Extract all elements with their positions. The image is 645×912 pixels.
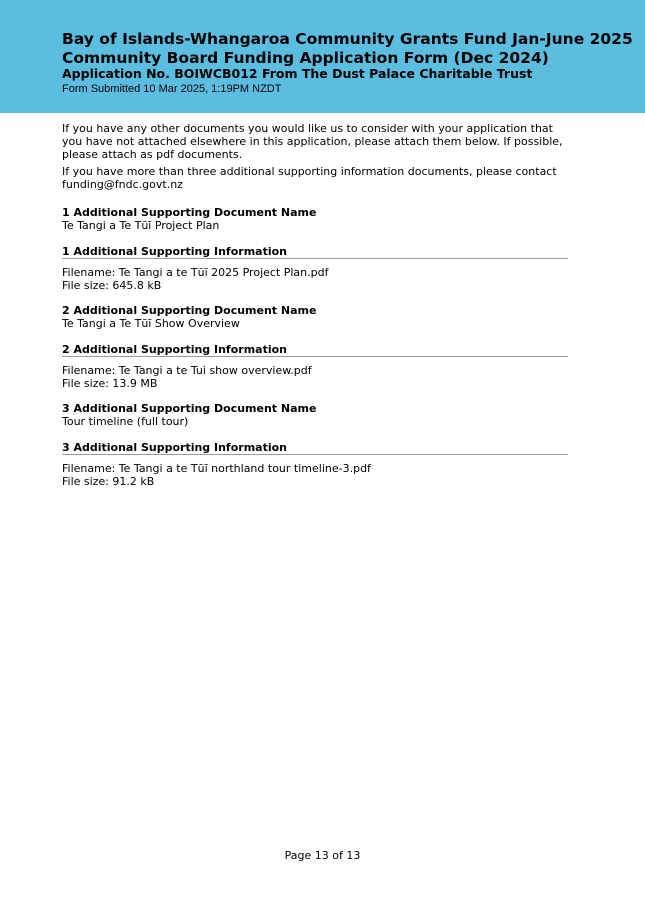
document-name-value: Te Tangi a Te Tūī Project Plan [62, 219, 220, 232]
attachment-filesize: File size: 13.9 MB [62, 377, 158, 390]
document-entry-3 [62, 402, 568, 488]
intro-paragraph: If you have any other documents you would like us to consider with your application that you have not attached elsewhere in this application, please attach them below. If possible, please attach as pdf documents. [62, 122, 563, 161]
document-name-label: 2 Additional Supporting Document Name [62, 304, 317, 317]
supporting-info-label: 1 Additional Supporting Information [62, 245, 568, 259]
document-entry-1 [62, 206, 568, 292]
supporting-info-label: 3 Additional Supporting Information [62, 441, 568, 455]
document-entry-2 [62, 304, 568, 390]
submitted-timestamp: Form Submitted 10 Mar 2025, 1:19PM NZDT [62, 83, 282, 95]
document-name-value: Te Tangi a Te Tūī Show Overview [62, 317, 240, 330]
supporting-info-label: 2 Additional Supporting Information [62, 343, 568, 357]
attachment-filename[interactable]: Filename: Te Tangi a te Tui show overview.pdf [62, 364, 312, 377]
document-name-value: Tour timeline (full tour) [62, 415, 189, 428]
page-number: Page 13 of 13 [284, 849, 361, 862]
attachment-filesize: File size: 91.2 kB [62, 475, 155, 488]
document-name-label: 3 Additional Supporting Document Name [62, 402, 317, 415]
form-content [62, 122, 568, 488]
attachment-filesize: File size: 645.8 kB [62, 279, 162, 292]
attachment-filename[interactable]: Filename: Te Tangi a te Tūī northland tour timeline-3.pdf [62, 462, 371, 475]
document-name-label: 1 Additional Supporting Document Name [62, 206, 317, 219]
application-number: Application No. BOIWCB012 From The Dust Palace Charitable Trust [62, 66, 533, 81]
attachment-filename[interactable]: Filename: Te Tangi a te Tūī 2025 Project Plan.pdf [62, 266, 329, 279]
form-title-line1: Bay of Islands-Whangaroa Community Grants Fund Jan-June 2025 [62, 30, 633, 48]
contact-paragraph: If you have more than three additional supporting information documents, please contact funding@fndc.govt.nz [62, 165, 557, 191]
form-header [0, 0, 645, 113]
form-title-line2: Community Board Funding Application Form (Dec 2024) [62, 49, 549, 67]
